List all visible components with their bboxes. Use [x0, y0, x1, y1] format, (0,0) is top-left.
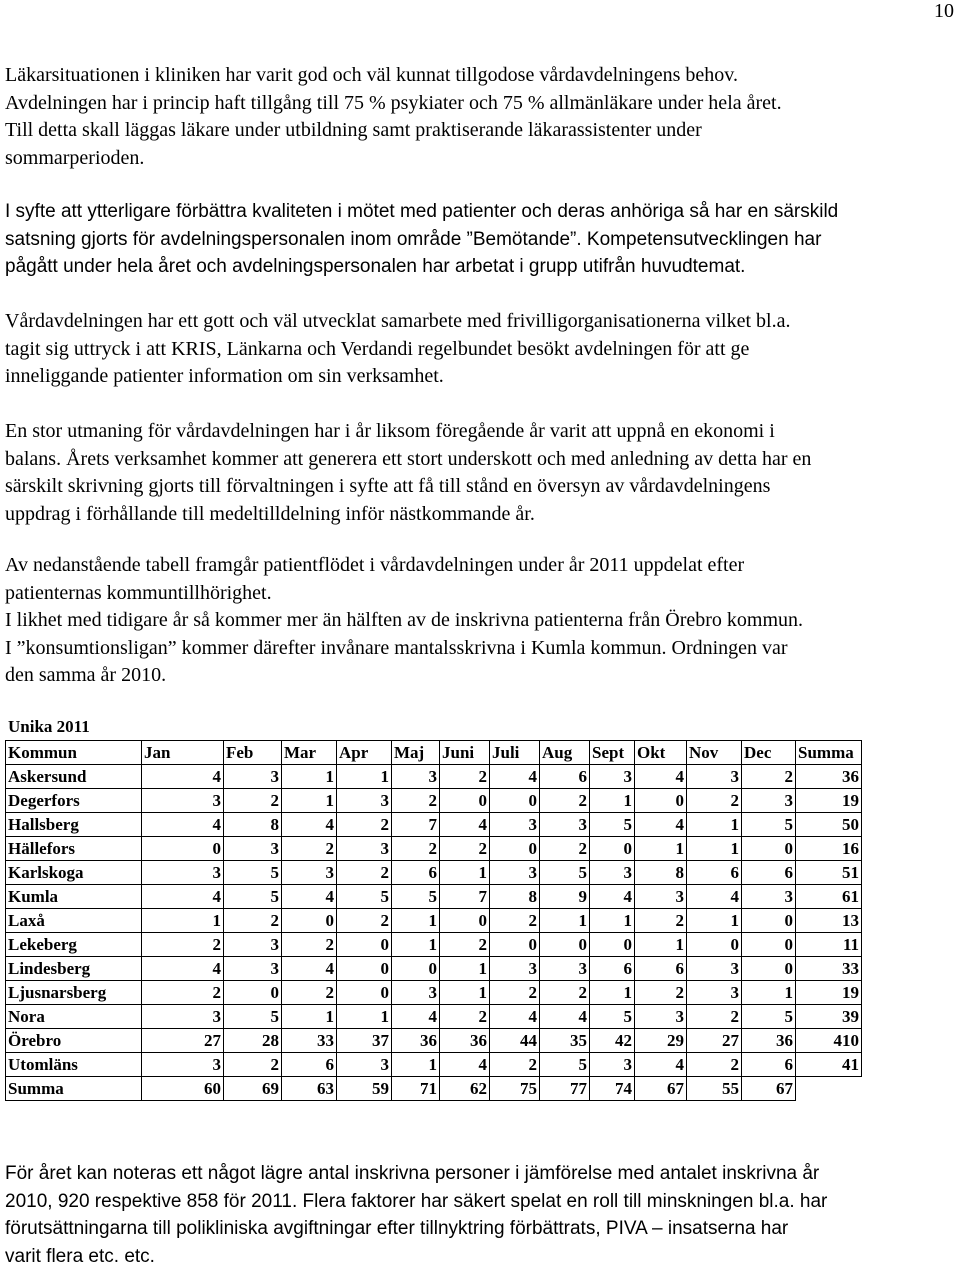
table-cell-value: 41 — [796, 1053, 862, 1077]
table-cell-kommun: Kumla — [6, 885, 142, 909]
table-cell-value: 0 — [224, 981, 282, 1005]
table-cell-value: 5 — [590, 1005, 635, 1029]
paragraph-economy — [5, 418, 960, 528]
table-cell-value: 2 — [490, 981, 540, 1005]
table-cell-summa-value: 60 — [142, 1077, 224, 1101]
table-cell-value: 6 — [392, 861, 440, 885]
table-cell-value: 1 — [282, 1005, 337, 1029]
header-juli: Juli — [490, 741, 540, 765]
table-cell-value: 1 — [337, 1005, 392, 1029]
table-cell-value: 8 — [635, 861, 687, 885]
table-cell-value: 33 — [796, 957, 862, 981]
table-cell-value: 0 — [687, 933, 742, 957]
table-cell-value: 61 — [796, 885, 862, 909]
table-row — [6, 957, 862, 981]
header-summa: Summa — [796, 741, 862, 765]
table-cell-value: 16 — [796, 837, 862, 861]
table-cell-value: 2 — [687, 1005, 742, 1029]
table-cell-summa-value: 59 — [337, 1077, 392, 1101]
table-cell-value: 9 — [540, 885, 590, 909]
header-apr: Apr — [337, 741, 392, 765]
table-cell-value: 29 — [635, 1029, 687, 1053]
table-cell-value: 1 — [742, 981, 796, 1005]
table-cell-value: 3 — [742, 885, 796, 909]
table-cell-value: 2 — [282, 933, 337, 957]
table-cell-value: 2 — [392, 789, 440, 813]
table-cell-value: 5 — [224, 1005, 282, 1029]
table-cell-value: 0 — [742, 837, 796, 861]
table-cell-value: 2 — [742, 765, 796, 789]
table-cell-kommun: Askersund — [6, 765, 142, 789]
table-cell-value: 3 — [742, 789, 796, 813]
table-cell-kommun: Hallsberg — [6, 813, 142, 837]
table-cell-value: 1 — [337, 765, 392, 789]
table-cell-summa-value: 74 — [590, 1077, 635, 1101]
table-cell-value: 0 — [540, 933, 590, 957]
table-cell-value: 0 — [282, 909, 337, 933]
page-number: 10 — [934, 0, 954, 23]
table-cell-value: 3 — [540, 813, 590, 837]
table-cell-value: 2 — [142, 981, 224, 1005]
table-cell-value: 1 — [590, 981, 635, 1005]
table-cell-value: 5 — [224, 885, 282, 909]
table-cell-value: 1 — [440, 957, 490, 981]
table-cell-value: 27 — [142, 1029, 224, 1053]
text-line: satsning gjorts för avdelningspersonalen inom område ”Bemötande”. Kompetensutvecklingen har — [5, 226, 960, 254]
table-cell-value: 4 — [282, 957, 337, 981]
table-cell-value: 3 — [590, 765, 635, 789]
table-cell-value: 4 — [490, 1005, 540, 1029]
table-cell-value: 3 — [490, 861, 540, 885]
table-row — [6, 789, 862, 813]
table-cell-value: 4 — [392, 1005, 440, 1029]
table-cell-value: 3 — [635, 1005, 687, 1029]
table-cell-value: 4 — [635, 1053, 687, 1077]
table-cell-summa-value: 67 — [635, 1077, 687, 1101]
table-cell-value: 1 — [440, 981, 490, 1005]
header-kommun: Kommun — [6, 741, 142, 765]
text-line: En stor utmaning för vårdavdelningen har i år liksom föregående år varit att uppnå en ekonomi i — [5, 418, 960, 446]
text-line: I likhet med tidigare år så kommer mer än hälften av de inskrivna patienterna från Örebro kommun. — [5, 607, 960, 635]
text-line: För året kan noteras ett något lägre antal inskrivna personer i jämförelse med antalet inskrivna år — [5, 1160, 960, 1188]
table-body — [6, 765, 862, 1101]
table-cell-value: 1 — [392, 909, 440, 933]
text-line: patienternas kommuntillhörighet. — [5, 580, 960, 608]
text-line: tagit sig uttryck i att KRIS, Länkarna och Verdandi regelbundet besökt avdelningen för att ge — [5, 336, 960, 364]
table-cell-value: 2 — [282, 981, 337, 1005]
table-cell-value: 4 — [635, 813, 687, 837]
table-cell-value: 2 — [540, 789, 590, 813]
table-cell-value: 4 — [635, 765, 687, 789]
table-cell-value: 2 — [635, 909, 687, 933]
table-cell-value: 410 — [796, 1029, 862, 1053]
table-cell-value: 3 — [540, 957, 590, 981]
text-line: den samma år 2010. — [5, 662, 960, 690]
table-cell-value: 28 — [224, 1029, 282, 1053]
table-cell-value: 1 — [440, 861, 490, 885]
table-cell-value: 3 — [337, 837, 392, 861]
text-line: inneliggande patienter information om sin verksamhet. — [5, 363, 960, 391]
table-cell-value: 3 — [590, 1053, 635, 1077]
paragraph-physician-situation — [5, 62, 960, 172]
table-cell-kommun: Degerfors — [6, 789, 142, 813]
table-cell-value: 4 — [590, 885, 635, 909]
table-cell-value: 50 — [796, 813, 862, 837]
table-cell-value: 4 — [687, 885, 742, 909]
table-cell-value: 2 — [282, 837, 337, 861]
table-cell-value: 4 — [540, 1005, 590, 1029]
text-line: I syfte att ytterligare förbättra kvaliteten i mötet med patienter och deras anhöriga så har en särskild — [5, 198, 960, 226]
table-cell-value: 5 — [224, 861, 282, 885]
table-cell-value: 5 — [540, 1053, 590, 1077]
table-caption: Unika 2011 — [8, 717, 90, 737]
table-cell-value: 2 — [687, 1053, 742, 1077]
header-sept: Sept — [590, 741, 635, 765]
table-row — [6, 933, 862, 957]
table-cell-value: 37 — [337, 1029, 392, 1053]
table-cell-value: 5 — [742, 813, 796, 837]
table-cell-value: 1 — [590, 789, 635, 813]
table-cell-kommun: Karlskoga — [6, 861, 142, 885]
table-cell-kommun: Utomläns — [6, 1053, 142, 1077]
table-cell-value: 4 — [440, 813, 490, 837]
table-cell-value: 3 — [687, 981, 742, 1005]
table-cell-value: 2 — [440, 933, 490, 957]
table-cell-value: 35 — [540, 1029, 590, 1053]
table-cell-value: 2 — [337, 813, 392, 837]
table-cell-value: 2 — [224, 1053, 282, 1077]
table-cell-value: 5 — [392, 885, 440, 909]
table-cell-value: 3 — [392, 765, 440, 789]
table-cell-value: 2 — [440, 765, 490, 789]
table-cell-value: 4 — [282, 885, 337, 909]
table-cell-value: 3 — [224, 765, 282, 789]
table-cell-value: 4 — [490, 765, 540, 789]
table-cell-value: 8 — [224, 813, 282, 837]
table-cell-value: 3 — [490, 957, 540, 981]
table-cell-value: 7 — [440, 885, 490, 909]
table-cell-value: 0 — [490, 933, 540, 957]
text-line: uppdrag i förhållande till medeltilldelning inför nästkommande år. — [5, 501, 960, 529]
paragraph-patient-flow-intro — [5, 552, 960, 690]
table-cell-value: 6 — [742, 1053, 796, 1077]
table-cell-value: 19 — [796, 789, 862, 813]
table-cell-value: 2 — [440, 1005, 490, 1029]
table-cell-summa-value: 71 — [392, 1077, 440, 1101]
table-cell-value: 3 — [282, 861, 337, 885]
table-cell-summa-value: 69 — [224, 1077, 282, 1101]
table-cell-kommun: Örebro — [6, 1029, 142, 1053]
table-cell-value: 5 — [337, 885, 392, 909]
table-row — [6, 861, 862, 885]
table-cell-value: 2 — [224, 909, 282, 933]
table-cell-kommun: Ljusnarsberg — [6, 981, 142, 1005]
header-mar: Mar — [282, 741, 337, 765]
table-cell-summa-value: 77 — [540, 1077, 590, 1101]
table-cell-value: 2 — [392, 837, 440, 861]
table-cell-kommun: Lekeberg — [6, 933, 142, 957]
table-summa-row — [6, 1077, 862, 1101]
text-line: sommarperioden. — [5, 145, 960, 173]
table-cell-value: 0 — [142, 837, 224, 861]
table-cell-value: 2 — [337, 909, 392, 933]
table-row — [6, 837, 862, 861]
table-cell-value: 1 — [635, 837, 687, 861]
table-cell-value: 0 — [742, 909, 796, 933]
header-feb: Feb — [224, 741, 282, 765]
table-cell-kommun: Lindesberg — [6, 957, 142, 981]
header-jan: Jan — [142, 741, 224, 765]
table-cell-value: 2 — [540, 837, 590, 861]
table-cell-value: 36 — [440, 1029, 490, 1053]
table-cell-value: 0 — [337, 933, 392, 957]
table-cell-value: 3 — [142, 1005, 224, 1029]
table-cell-value: 4 — [440, 1053, 490, 1077]
table-cell-value: 6 — [687, 861, 742, 885]
table-cell-empty — [796, 1077, 862, 1101]
table-cell-value: 3 — [590, 861, 635, 885]
header-nov: Nov — [687, 741, 742, 765]
table-row — [6, 981, 862, 1005]
table-cell-value: 36 — [742, 1029, 796, 1053]
table-cell-value: 7 — [392, 813, 440, 837]
table-cell-value: 3 — [337, 1053, 392, 1077]
table-row — [6, 1053, 862, 1077]
table-cell-value: 0 — [440, 909, 490, 933]
table-cell-value: 0 — [742, 957, 796, 981]
text-line: balans. Årets verksamhet kommer att generera ett stort underskott och med anledning av detta har en — [5, 446, 960, 474]
table-cell-value: 1 — [282, 789, 337, 813]
table-cell-value: 2 — [224, 789, 282, 813]
table-cell-summa-value: 63 — [282, 1077, 337, 1101]
table-cell-value: 2 — [687, 789, 742, 813]
table-cell-value: 6 — [590, 957, 635, 981]
text-line: Vårdavdelningen har ett gott och väl utvecklat samarbete med frivilligorganisationerna vilket bl.a. — [5, 308, 960, 336]
table-cell-value: 2 — [337, 861, 392, 885]
table-cell-value: 51 — [796, 861, 862, 885]
patient-flow-table — [5, 740, 862, 1101]
header-juni: Juni — [440, 741, 490, 765]
text-line: Avdelningen har i princip haft tillgång till 75 % psykiater och 75 % allmänläkare under hela året. — [5, 90, 960, 118]
table-cell-value: 0 — [337, 957, 392, 981]
table-cell-value: 8 — [490, 885, 540, 909]
table-cell-summa-value: 62 — [440, 1077, 490, 1101]
table-cell-value: 39 — [796, 1005, 862, 1029]
table-header-row — [6, 741, 862, 765]
table-cell-value: 36 — [796, 765, 862, 789]
table-cell-value: 1 — [540, 909, 590, 933]
table-cell-value: 2 — [440, 837, 490, 861]
table-cell-value: 5 — [590, 813, 635, 837]
text-line: pågått under hela året och avdelningspersonalen har arbetat i grupp utifrån huvudtemat. — [5, 253, 960, 281]
table-cell-value: 1 — [590, 909, 635, 933]
table-cell-summa-label: Summa — [6, 1077, 142, 1101]
table-row — [6, 813, 862, 837]
table-cell-value: 0 — [392, 957, 440, 981]
table-cell-value: 5 — [540, 861, 590, 885]
table-cell-value: 0 — [490, 789, 540, 813]
table-cell-value: 1 — [687, 813, 742, 837]
paragraph-quality-improvement — [5, 198, 960, 281]
table-cell-value: 4 — [282, 813, 337, 837]
table-cell-value: 3 — [392, 981, 440, 1005]
text-line: varit flera etc. etc. — [5, 1243, 960, 1270]
table-cell-value: 2 — [635, 981, 687, 1005]
table-cell-value: 42 — [590, 1029, 635, 1053]
table-cell-value: 1 — [142, 909, 224, 933]
table-cell-value: 13 — [796, 909, 862, 933]
text-line: särskilt skrivning gjorts till förvaltningen i syfte att få till stånd en översyn av vårdavdelningens — [5, 473, 960, 501]
table-cell-value: 1 — [282, 765, 337, 789]
table-cell-summa-value: 55 — [687, 1077, 742, 1101]
text-line: Läkarsituationen i kliniken har varit god och väl kunnat tillgodose vårdavdelningens behov. — [5, 62, 960, 90]
paragraph-volunteer-cooperation — [5, 308, 960, 391]
table-cell-value: 0 — [590, 837, 635, 861]
table-cell-value: 4 — [142, 813, 224, 837]
text-line: förutsättningarna till polikliniska avgiftningar efter tillnyktring förbättrats, PIVA – insatserna har — [5, 1215, 960, 1243]
table-cell-value: 3 — [635, 885, 687, 909]
table-cell-value: 3 — [490, 813, 540, 837]
text-line: Till detta skall läggas läkare under utbildning samt praktiserande läkarassistenter under — [5, 117, 960, 145]
table-cell-value: 4 — [142, 765, 224, 789]
table-cell-summa-value: 67 — [742, 1077, 796, 1101]
header-aug: Aug — [540, 741, 590, 765]
table-cell-value: 1 — [687, 909, 742, 933]
header-dec: Dec — [742, 741, 796, 765]
table-cell-value: 2 — [490, 909, 540, 933]
paragraph-admissions-summary — [5, 1160, 960, 1270]
table-cell-kommun: Laxå — [6, 909, 142, 933]
table-cell-value: 1 — [392, 1053, 440, 1077]
table-row — [6, 885, 862, 909]
table-cell-value: 0 — [440, 789, 490, 813]
table-cell-value: 0 — [635, 789, 687, 813]
table-cell-value: 4 — [142, 885, 224, 909]
table-cell-kommun: Hällefors — [6, 837, 142, 861]
table-cell-value: 19 — [796, 981, 862, 1005]
text-line: 2010, 920 respektive 858 för 2011. Flera faktorer har säkert spelat en roll till minskningen bl.a. har — [5, 1188, 960, 1216]
table-cell-value: 3 — [224, 837, 282, 861]
table-cell-value: 2 — [142, 933, 224, 957]
table-cell-value: 1 — [635, 933, 687, 957]
header-maj: Maj — [392, 741, 440, 765]
table-cell-value: 3 — [687, 765, 742, 789]
table-row — [6, 1029, 862, 1053]
table-cell-value: 0 — [337, 981, 392, 1005]
table-cell-value: 1 — [392, 933, 440, 957]
table-cell-value: 4 — [142, 957, 224, 981]
table-row — [6, 765, 862, 789]
table-cell-value: 1 — [687, 837, 742, 861]
table-cell-value: 3 — [142, 789, 224, 813]
table-cell-value: 3 — [142, 861, 224, 885]
table-cell-value: 3 — [142, 1053, 224, 1077]
table-cell-value: 3 — [224, 957, 282, 981]
header-okt: Okt — [635, 741, 687, 765]
table-cell-value: 6 — [635, 957, 687, 981]
text-line: I ”konsumtionsligan” kommer därefter invånare mantalsskrivna i Kumla kommun. Ordningen var — [5, 635, 960, 663]
table-cell-value: 3 — [337, 789, 392, 813]
table-cell-value: 2 — [490, 1053, 540, 1077]
table-cell-value: 11 — [796, 933, 862, 957]
table-cell-value: 5 — [742, 1005, 796, 1029]
text-line: Av nedanstående tabell framgår patientflödet i vårdavdelningen under år 2011 uppdelat efter — [5, 552, 960, 580]
table-cell-value: 3 — [687, 957, 742, 981]
table-cell-value: 6 — [282, 1053, 337, 1077]
table-cell-value: 3 — [224, 933, 282, 957]
table-cell-value: 6 — [742, 861, 796, 885]
table-cell-summa-value: 75 — [490, 1077, 540, 1101]
table-cell-value: 33 — [282, 1029, 337, 1053]
table-cell-value: 2 — [540, 981, 590, 1005]
table-cell-value: 36 — [392, 1029, 440, 1053]
table-cell-value: 27 — [687, 1029, 742, 1053]
table-row — [6, 1005, 862, 1029]
table-row — [6, 909, 862, 933]
table-cell-value: 0 — [490, 837, 540, 861]
table-cell-kommun: Nora — [6, 1005, 142, 1029]
table-cell-value: 44 — [490, 1029, 540, 1053]
table-cell-value: 6 — [540, 765, 590, 789]
table-cell-value: 0 — [590, 933, 635, 957]
table-cell-value: 0 — [742, 933, 796, 957]
